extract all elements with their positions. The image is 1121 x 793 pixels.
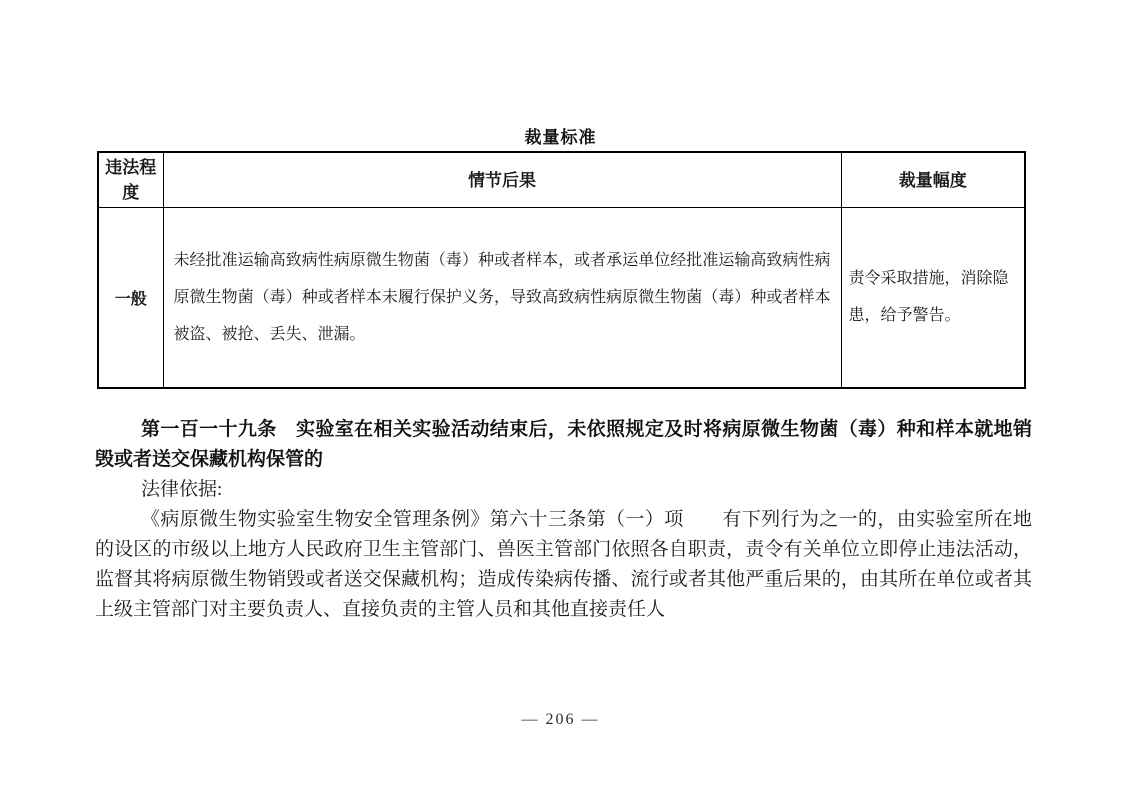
legal-basis-label: 法律依据: — [141, 479, 223, 500]
table-header-row — [98, 152, 1025, 208]
cell-violation-degree: 一般 — [98, 208, 163, 388]
column-header-violation-degree: 违法程度 — [98, 152, 163, 208]
page-number: — 206 — — [521, 711, 600, 728]
table-title: 裁量标准 — [524, 128, 597, 147]
legal-basis-text: 《病原微生物实验室生物安全管理条例》第六十三条第（一）项 有下列行为之一的，由实验室所在地的设区的市级以上地方人民政府卫生主管部门、兽医主管部门依照各自职责，责令有关单位立即停止违法活动，监督其将病原微生物销毁或者送交保藏机构；造成传染病传播、流行或者其他严重后果的，由其所在单位或者其上级主管部门对主要负责人、直接负责的主管人员和其他直接责任人 — [95, 509, 1032, 620]
cell-circumstances: 未经批准运输高致病性病原微生物菌（毒）种或者样本，或者承运单位经批准运输高致病性病原微生物菌（毒）种或者样本未履行保护义务，导致高致病性病原微生物菌（毒）种或者样本被盗、被抢、丢失、泄漏。 — [163, 208, 841, 388]
table-row — [98, 208, 1025, 388]
column-header-discretion-range: 裁量幅度 — [841, 152, 1025, 208]
article-section — [95, 415, 1032, 625]
article-heading: 第一百一十九条 实验室在相关实验活动结束后，未依照规定及时将病原微生物菌（毒）种和样本就地销毁或者送交保藏机构保管的 — [95, 419, 1032, 470]
discretion-standards-table — [97, 151, 1026, 389]
column-header-circumstances: 情节后果 — [163, 152, 841, 208]
cell-discretion-range: 责令采取措施，消除隐患，给予警告。 — [841, 208, 1025, 388]
